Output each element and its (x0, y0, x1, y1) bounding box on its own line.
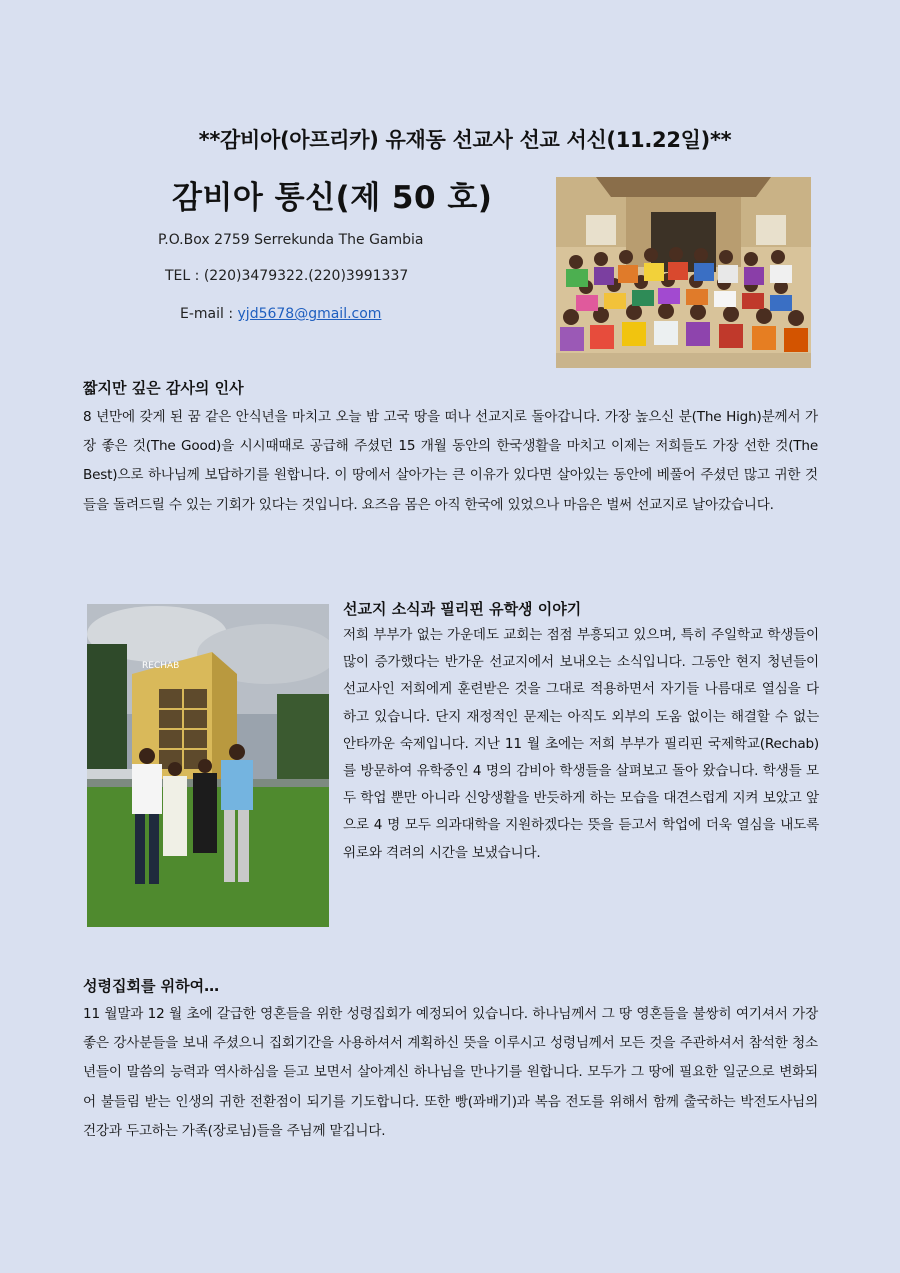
postal-address: P.O.Box 2759 Serrekunda The Gambia (158, 232, 424, 248)
issue-title: 감비아 통신(제 50 호) (172, 180, 493, 216)
section-body-mission-news: 저희 부부가 없는 가운데도 교회는 점점 부흥되고 있으며, 특히 주일학교 학생들이 많이 증가했다는 반가운 선교지에서 보내오는 소식입니다. 그동안 현지 청년들이 선교사인 저희에게 훈련받은 것을 그대로 적용하면서 자기들 나름대로 열심을 다하고 있습니다. 단지 재정적인 문제는 아직도 외부의 도움 없이는 해결할 수 없는 안타까운 숙제입니다. 지난 11 월 초에는 저희 부부가 필리핀 국제학교(Rechab)를 방문하여 유학중인 4 명의 감비아 학생들을 살펴보고 돌아 왔습니다. 학생들 모두 학업 뿐만 아니라 신앙생활을 반듯하게 하는 모습을 대견스럽게 지켜 보았고 앞으로 4 명 모두 의과대학을 지원하겠다는 뜻을 듣고서 학업에 더욱 열심을 내도록 위로와 격려의 시간을 보냈습니다. (343, 627, 819, 861)
email-link[interactable]: yjd5678@gmail.com (237, 306, 382, 322)
section-title-mission-news: 선교지 소식과 필리핀 유학생 이야기 (343, 600, 582, 618)
telephone-line (165, 268, 408, 284)
tel-number: (220)3479322.(220)3991337 (203, 268, 409, 284)
tel-label: TEL : (165, 268, 204, 284)
church-congregation-photo (556, 177, 811, 368)
section-body-thanks: 8 년만에 갖게 된 꿈 같은 안식년을 마치고 오늘 밤 고국 땅을 떠나 선교지로 돌아갑니다. 가장 높으신 분(The High)분께서 가장 좋은 것(The Good)을 시시때때로 공급해 주셨던 15 개월 동안의 한국생활을 마치고 이제는 저희들도 가장 선한 것(The Best)으로 하나님께 보답하기를 원합니다. 이 땅에서 살아가는 큰 이유가 있다면 살아있는 동안에 베풀어 주셨던 많고 귀한 것들을 돌려드릴 수 있는 기회가 있다는 것입니다. 요즈음 몸은 아직 한국에 있었으나 마음은 벌써 선교지로 날아갔습니다. (83, 409, 818, 513)
email-line (180, 306, 381, 322)
rechab-sign: RECHAB (142, 661, 180, 671)
letter-heading: **감비아(아프리카) 유재동 선교사 선교 서신(11.22일)** (198, 128, 732, 152)
section-title-revival-meeting: 성령집회를 위하여… (83, 977, 220, 995)
rechab-school-students-photo (87, 604, 329, 927)
email-label: E-mail : (180, 306, 238, 322)
section-title-thanks: 짧지만 깊은 감사의 인사 (83, 379, 244, 397)
section-body-revival-meeting: 11 월말과 12 월 초에 갈급한 영혼들을 위한 성령집회가 예정되어 있습니다. 하나님께서 그 땅 영혼들을 불쌍히 여기셔서 가장 좋은 강사분들을 보내 주셨으니 집회기간을 사용하셔서 계획하신 뜻을 이루시고 성령님께서 모든 것을 주관하셔서 참석한 청소년들이 말씀의 능력과 역사하심을 듣고 보면서 살아계신 하나님을 만나기를 원합니다. 모두가 그 땅에 필요한 일군으로 변화되어 불들림 받는 인생의 귀한 전환점이 되기를 기도합니다. 또한 빵(꽈배기)과 복음 전도를 위해서 함께 출국하는 박전도사님의 건강과 두고하는 가족(장로님)들을 주님께 맡깁니다. (83, 1006, 818, 1139)
